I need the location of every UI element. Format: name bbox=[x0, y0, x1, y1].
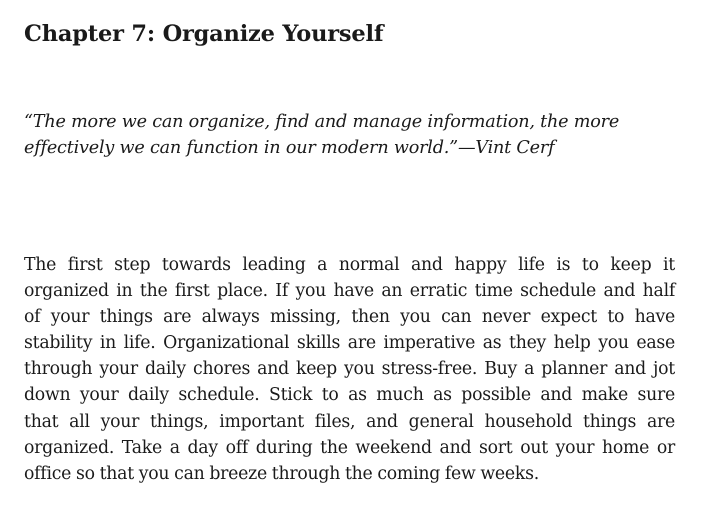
paragraph-line: organized. Take a day off during the weekend and sort out your home or bbox=[24, 437, 675, 458]
chapter-title: Chapter 7: Organize Yourself bbox=[24, 21, 384, 47]
paragraph-line: office so that you can breeze through the coming few weeks. bbox=[24, 463, 539, 484]
paragraph-line: stability in life. Organizational skills are imperative as they help you ease bbox=[24, 333, 675, 354]
epigraph-line: “The more we can organize, find and manage information, the more bbox=[24, 112, 620, 132]
body-paragraph bbox=[24, 252, 675, 487]
paragraph-line: through your daily chores and keep you stress-free. Buy a planner and jot bbox=[24, 359, 675, 380]
paragraph-line: of your things are always missing, then you can never expect to have bbox=[24, 307, 675, 328]
paragraph-line: organized in the first place. If you have an erratic time schedule and half bbox=[24, 281, 675, 302]
epigraph-quote bbox=[24, 109, 684, 161]
paragraph-line: down your daily schedule. Stick to as much as possible and make sure bbox=[24, 385, 675, 406]
paragraph-line: The first step towards leading a normal and happy life is to keep it bbox=[24, 255, 675, 275]
paragraph-line: that all your things, important files, and general household things are bbox=[24, 411, 675, 432]
epigraph-line: effectively we can function in our modern world.”—Vint Cerf bbox=[24, 138, 555, 158]
